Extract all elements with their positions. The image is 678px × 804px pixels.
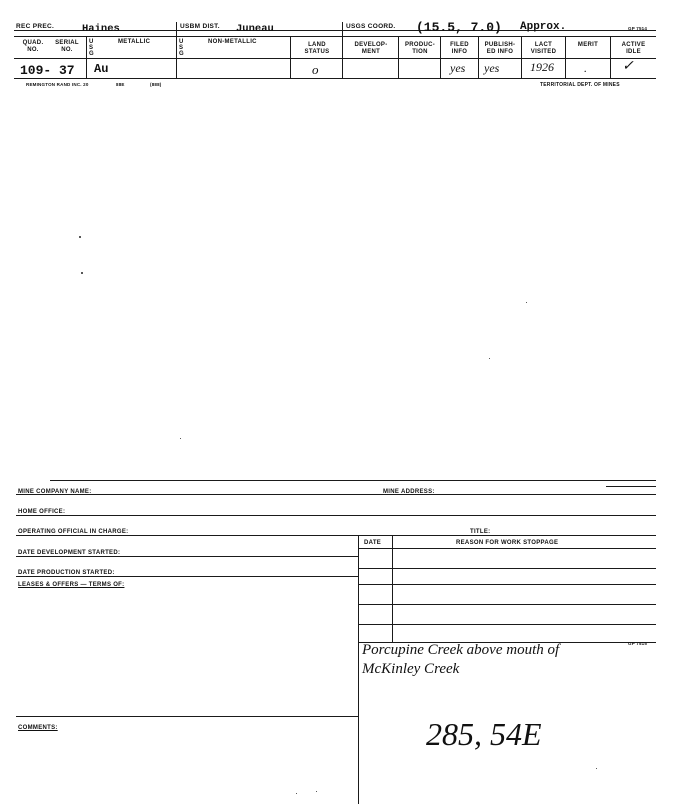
col-develop-2: MENT [361,49,381,55]
col-serial: SERIAL [55,40,79,46]
record-active-idle: ✓ [622,59,634,74]
col-land-status-1: LAND [308,42,326,48]
col-produc-2: TION [412,49,428,55]
paper-speck [316,791,317,792]
paper-speck [180,438,181,439]
col-usg-metallic: U S G [89,39,94,57]
paper-speck [489,358,490,359]
paper-speck [526,302,527,303]
col-last-2: VISITED [530,49,557,55]
paper-speck [81,272,83,274]
right-table-divider [358,535,359,804]
record-last-visited: 1926 [530,60,554,74]
rule-stoppage-1 [358,568,656,569]
record-land-status: o [312,62,319,77]
code-2: (888) [150,82,162,87]
col-last-1: LACT [534,42,553,48]
date-col-divider [392,535,393,642]
printer-line: REMINGTON RAND INC. 20 [26,82,89,87]
col-filed-1: FILED [450,42,469,48]
col-serial-no: NO. [61,47,73,53]
reason-col-label: REASON FOR WORK STOPPAGE [456,540,559,546]
mine-company-name-label: MINE COMPANY NAME: [18,489,92,495]
col-produc-1: PRODUC- [404,42,436,48]
rule-dev-started [16,556,358,557]
header-rule-2 [14,36,656,37]
rule-stoppage-3 [358,604,656,605]
col-divider [398,36,399,78]
rule-stoppage-2 [358,584,656,585]
date-dev-started-label: DATE DEVELOPMENT STARTED: [18,550,121,556]
col-divider [86,36,87,78]
rec-prec-value: Haines [82,23,120,35]
usbm-dist-label: USBM DIST. [180,23,220,30]
rule-date-header [358,548,656,549]
home-office-label: HOME OFFICE: [18,509,66,515]
rule-comments [16,716,358,717]
rec-prec-label: REC PREC. [16,23,55,30]
col-divider [290,36,291,78]
record-published-info: yes [484,61,500,75]
col-filed-2: INFO [451,49,468,55]
col-nonmetallic: NON-METALLIC [208,39,257,45]
leases-offers-label: LEASES & OFFERS — TERMS OF: [18,582,125,588]
record-merit: . [584,61,587,75]
paper-speck [596,768,597,769]
usgs-coord-note: Approx. [520,21,567,33]
date-col-label: DATE [364,540,382,546]
record-metallic: Au [94,62,109,76]
col-published-1: PUBLISH- [484,42,516,48]
col-active-1: ACTIVE [621,42,646,48]
rule-official [16,535,656,536]
col-usg-nonmetallic: U S G [179,39,184,57]
stray-stroke [606,486,656,487]
operating-official-label: OPERATING OFFICIAL IN CHARGE: [18,529,129,535]
title-label: TITLE: [470,529,491,535]
usbm-dist-value: Juneau [236,23,274,35]
lower-rule-company [16,494,656,495]
rule-home-office [16,515,656,516]
col-quad-no: NO. [27,47,39,53]
comments-label: COMMENTS: [18,725,58,731]
col-divider [342,22,343,78]
header-rule-3 [14,58,656,59]
rule-stoppage-4 [358,624,656,625]
form-number: GP 7514 [628,26,648,31]
handwritten-location-line1: Porcupine Creek above mouth of [362,642,560,658]
paper-speck [296,793,297,794]
handwritten-location-line2: McKinley Creek [362,661,460,677]
col-metallic: METALLIC [118,39,151,45]
dept-line: TERRITORIAL DEPT. OF MINES [540,82,620,88]
mine-address-label: MINE ADDRESS: [383,489,435,495]
date-prod-started-label: DATE PRODUCTION STARTED: [18,570,115,576]
usgs-coord-value: (15.5, 7.0) [416,20,502,35]
col-published-2: ED INFO [486,49,514,55]
record-quad-serial: 109- 37 [20,63,75,78]
handwritten-numbers: 285, 54E [426,716,542,752]
col-active-2: IDLE [626,49,641,55]
paper-speck [79,236,81,238]
col-divider [176,22,177,78]
col-merit: MERIT [577,42,599,48]
usgs-coord-label: USGS COORD. [346,23,396,30]
code-1: 88E [116,82,125,87]
col-develop-1: DEVELOP- [354,42,388,48]
form-code: GP 7515 [628,641,648,646]
lower-rule-top [50,480,656,481]
rule-prod-started [16,576,358,577]
col-land-status-2: STATUS [304,49,330,55]
col-quad: QUAD. [22,40,44,46]
record-filed-info: yes [450,61,466,75]
header-rule-bottom [14,78,656,79]
